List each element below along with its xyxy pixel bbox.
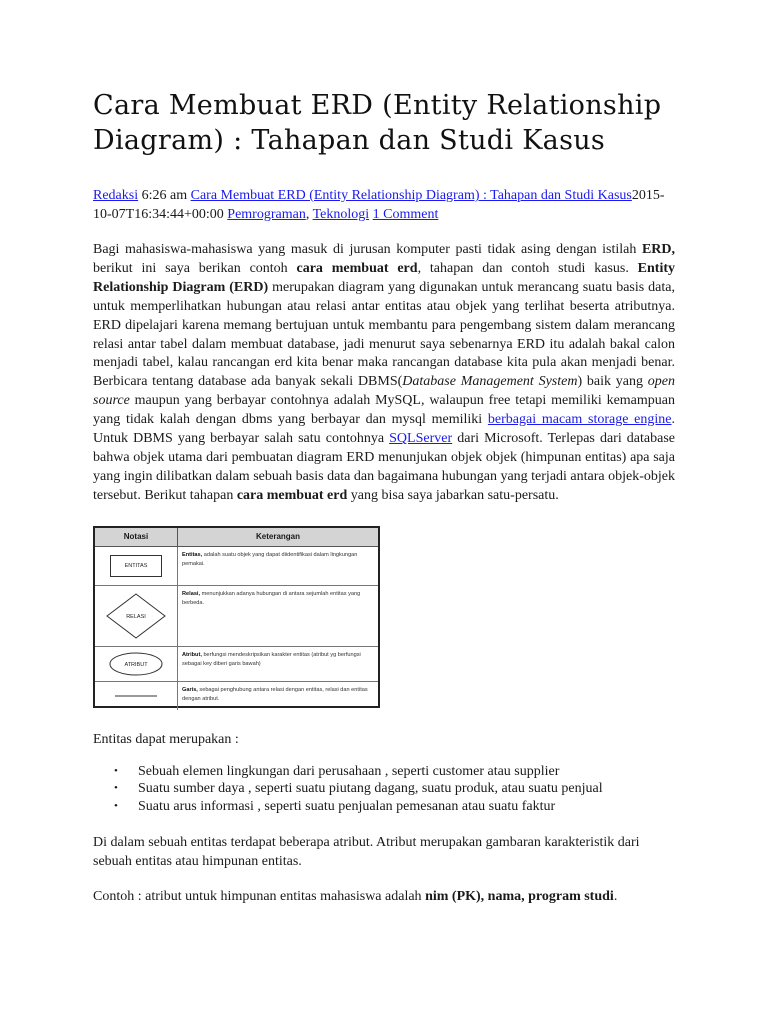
contoh-text: Contoh : atribut untuk himpunan entitas mahasiswa adalah: [93, 889, 426, 905]
intro-text: Bagi mahasiswa-mahasiswa yang masuk di jurusan komputer pasti tidak asing dengan istilah: [93, 242, 642, 257]
post-datetime: 2015-10-07T16:34:44+00:00: [93, 188, 665, 222]
shape-label: ATRIBUT: [124, 661, 148, 668]
list-item: • Sebuah elemen lingkungan dari perusahaan , seperti customer atau supplier: [138, 763, 675, 781]
post-time: 6:26 am: [141, 188, 188, 203]
header-notasi: Notasi: [95, 528, 178, 546]
description-cell: [178, 547, 378, 585]
intro-paragraph: [93, 241, 675, 506]
entity-rectangle-icon: [110, 555, 162, 577]
line-shape-cell: [95, 682, 178, 710]
article-title: Cara Membuat ERD (Entity Relationship Diagram) : Tahapan dan Studi Kasus: [93, 90, 662, 156]
term: Entitas,: [182, 551, 203, 558]
relation-shape-cell: [95, 586, 178, 646]
shape-label: RELASI: [126, 613, 146, 620]
table-row: [95, 547, 378, 586]
intro-bold-erd: ERD,: [641, 242, 675, 257]
term: Relasi,: [182, 590, 201, 597]
intro-text: maupun yang berbayar contohnya adalah MySQL, walaupun free tetapi memiliki kemampuan yang tidak kalah dengan dbms yang berbayar dan mysql memiliki: [93, 393, 675, 428]
category-separator: ,: [305, 207, 310, 222]
intro-text: berikut ini saya berikan contoh: [93, 260, 297, 276]
table-row: [95, 586, 378, 647]
intro-text: , tahapan dan contoh studi kasus.: [417, 260, 638, 276]
term: Atribut,: [182, 651, 202, 658]
table-row: [95, 647, 378, 682]
author-link[interactable]: Redaksi: [93, 188, 139, 203]
storage-engine-link[interactable]: berbagai macam storage engine: [487, 412, 672, 428]
atribut-paragraph: Di dalam sebuah entitas terdapat beberapa atribut. Atribut merupakan gambaran karakteristik dari sebuah entitas atau himpunan entitas.: [93, 835, 640, 870]
desc: adalah suatu objek yang dapat diidentifikasi dalam lingkungan pemakai.: [182, 551, 358, 567]
intro-italic-open-source: open source: [93, 374, 675, 409]
comments-link[interactable]: 1 Comment: [372, 207, 439, 222]
contoh-end: .: [613, 889, 618, 905]
entitas-heading: Entitas dapat merupakan :: [93, 731, 239, 747]
erd-notation-table: [93, 526, 380, 708]
sqlserver-link[interactable]: SQLServer: [389, 431, 453, 447]
table-row: [95, 682, 378, 710]
post-permalink[interactable]: Cara Membuat ERD (Entity Relationship Diagram) : Tahapan dan Studi Kasus: [190, 188, 632, 203]
header-keterangan: Keterangan: [255, 531, 300, 541]
intro-italic-dbms: Database Management System: [402, 374, 578, 390]
connector-line-icon: [103, 691, 169, 701]
attribute-ellipse-icon: [103, 649, 169, 679]
desc: menunjukkan adanya hubungan di antara sejumlah entitas yang berbeda.: [182, 590, 361, 606]
desc: berfungsi mendeskripsikan karakter entitas (atribut yg berfungsi sebagai key diberi garis bawah): [182, 651, 361, 667]
list-item: • Suatu arus informasi , seperti suatu penjualan pemesanan atau suatu faktur: [138, 798, 675, 816]
intro-text: ) baik yang: [577, 374, 648, 390]
intro-bold-erd-full: Entity Relationship Diagram (ERD): [93, 260, 676, 295]
contoh-paragraph: [93, 887, 675, 906]
category-link-teknologi[interactable]: Teknologi: [312, 207, 370, 222]
intro-text: dari Microsoft. Terlepas dari database bahwa objek utama dari pembuatan diagram ERD menunjukan objek objek (himpunan entitas) apa saja yang ingin dilibatkan dalam sebuah basis data dan bagaimana hubungan yang terjadi antara objek-objek tersebut. Berikut tahapan: [93, 431, 675, 503]
shape-label: ENTITAS: [124, 562, 148, 569]
contoh-bold: nim (PK), nama, program studi: [425, 889, 614, 905]
intro-bold-cara: cara membuat erd: [296, 260, 418, 276]
article-meta: [93, 186, 675, 224]
entitas-list: [93, 763, 675, 816]
intro-text: yang bisa saya jabarkan satu-persatu.: [347, 487, 559, 503]
table-header: [95, 528, 378, 547]
relation-diamond-icon: [103, 591, 169, 641]
list-item: • Suatu sumber daya , seperti suatu piutang dagang, suatu produk, atau suatu penjual: [138, 780, 675, 798]
description-cell: [178, 586, 378, 646]
intro-text: merupakan diagram yang digunakan untuk merancang suatu basis data, untuk memperlihatkan hubungan atau relasi antar entitas atau objek yang terlihat beserta atributnya. ERD dipelajari karena memang bertujuan untuk membantu para pengembang sistem dalam merancang relasi antar tabel dalam membuat database, jadi menurut saya sebenarnya ERD itu adalah bakal calon menjadi tabel, kalau rancangan erd kita benar maka rancangan database kita pula akan menjadi benar. Berbicara tentang database ada banyak sekali DBMS(: [93, 279, 675, 390]
term: Garis,: [182, 686, 198, 693]
intro-text: . Untuk DBMS yang berbayar salah satu contohnya: [93, 412, 675, 447]
entity-shape-cell: [95, 547, 178, 585]
description-cell: [178, 682, 378, 710]
description-cell: [178, 647, 378, 681]
desc: sebagai penghubung antara relasi dengan entitas, relasi dan entitas dengan atribut.: [182, 686, 368, 702]
category-link-pemrograman[interactable]: Pemrograman: [227, 207, 306, 222]
attribute-shape-cell: [95, 647, 178, 681]
intro-bold-cara-2: cara membuat erd: [236, 487, 348, 503]
